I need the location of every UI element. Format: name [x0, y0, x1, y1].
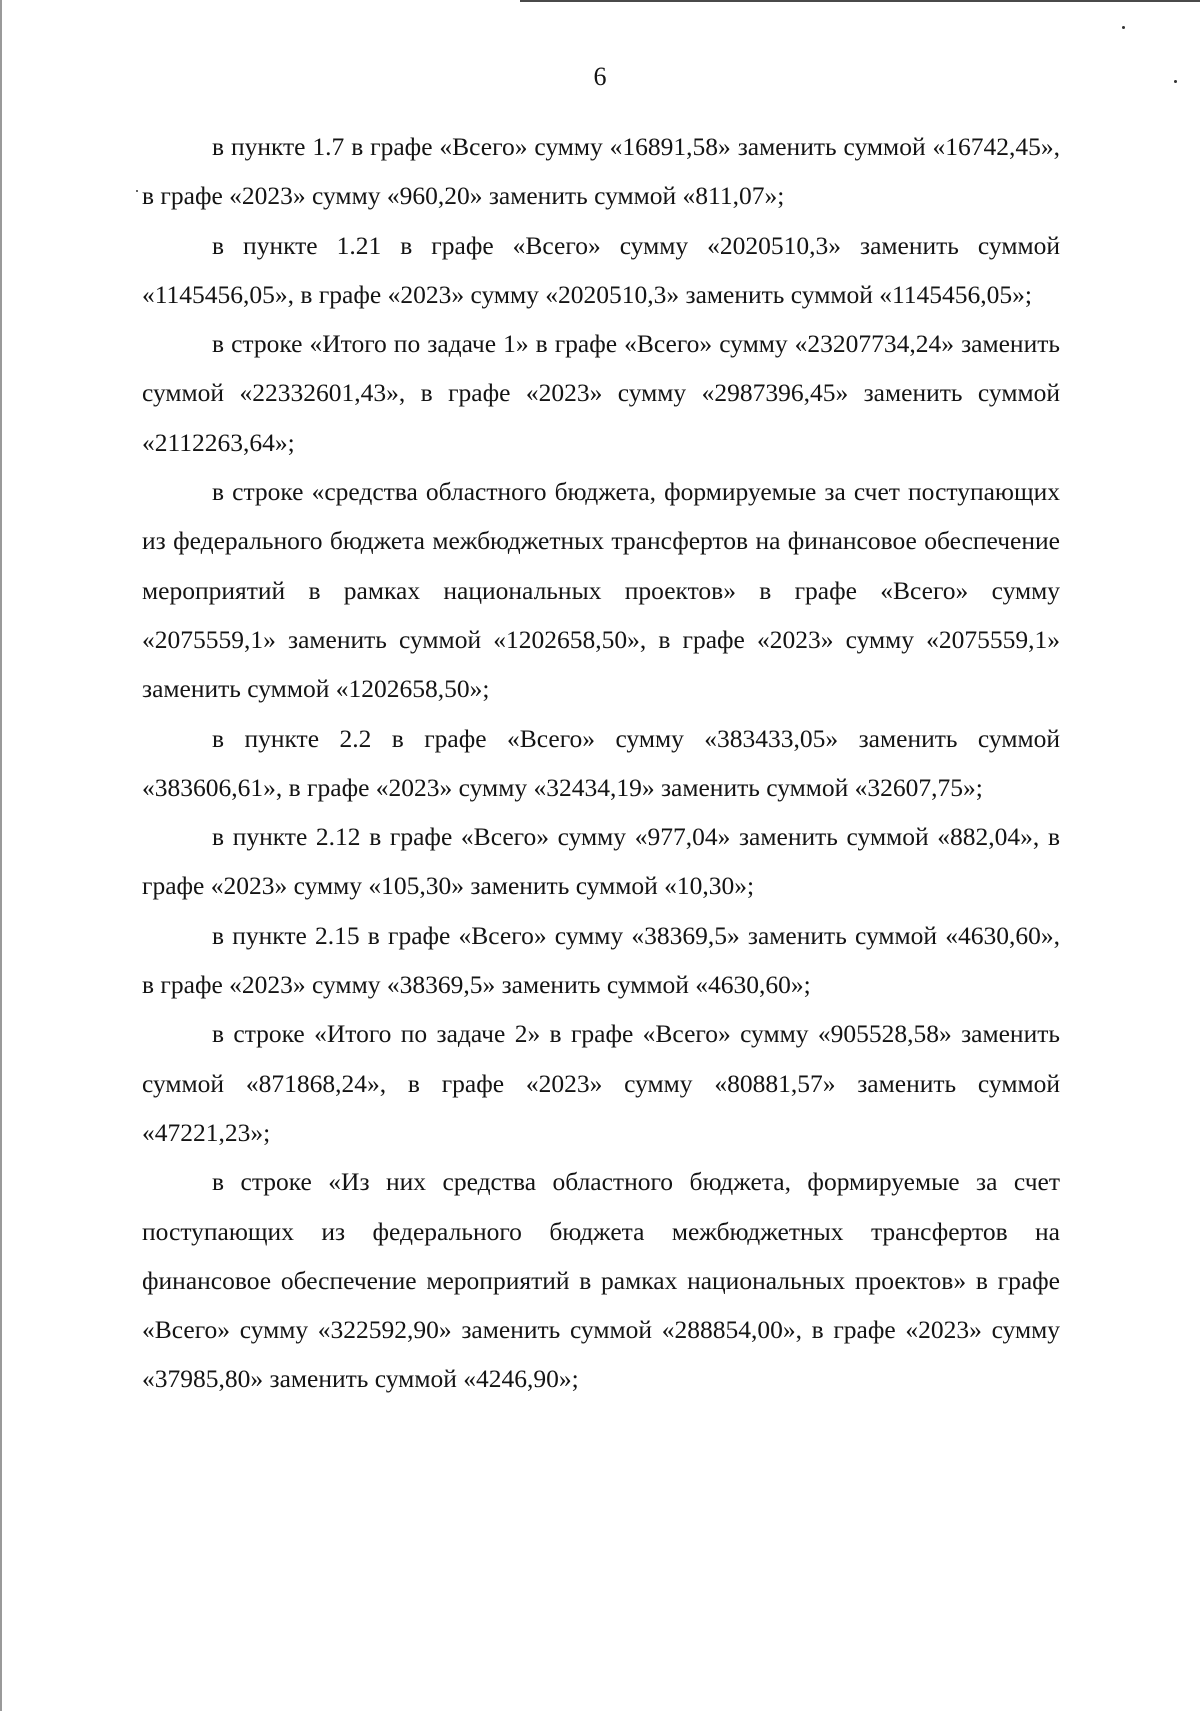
- paragraph: в строке «Итого по задаче 2» в графе «Всего» сумму «905528,58» заменить суммой «871868,24», в графе «2023» сумму «80881,57» заменить суммой «47221,23»;: [142, 1019, 1060, 1147]
- paragraph: в строке «Итого по задаче 1» в графе «Всего» сумму «23207734,24» заменить суммой «22332601,43», в графе «2023» сумму «2987396,45» заменить суммой «2112263,64»;: [142, 329, 1060, 457]
- paragraph: в пункте 2.2 в графе «Всего» сумму «383433,05» заменить суммой «383606,61», в графе «2023» сумму «32434,19» заменить суммой «32607,75»;: [142, 723, 1060, 802]
- paragraph: в пункте 2.15 в графе «Всего» сумму «38369,5» заменить суммой «4630,60», в графе «2023» сумму «38369,5» заменить суммой «4630,60»;: [142, 920, 1060, 1000]
- scan-left-edge: [0, 0, 2, 1711]
- paragraph: в строке «Из них средства областного бюджета, формируемые за счет поступающих из федерального бюджета межбюджетных трансфертов на финансовое обеспечение мероприятий в рамках национальных проектов» в графе «Всего» сумму «322592,90» заменить суммой «288854,00», в графе «2023» сумму «37985,80» заменить суммой «4246,90»;: [142, 1167, 1060, 1394]
- scan-speck: [1122, 26, 1125, 29]
- paragraph: в пункте 2.12 в графе «Всего» сумму «977,04» заменить суммой «882,04», в графе «2023» сумму «105,30» заменить суммой «10,30»;: [142, 822, 1060, 901]
- paragraph: в пункте 1.7 в графе «Всего» сумму «16891,58» заменить суммой «16742,45», в графе «2023» сумму «960,20» заменить суммой «811,07»;: [142, 132, 1060, 211]
- paragraph: в пункте 1.21 в графе «Всего» сумму «2020510,3» заменить суммой «1145456,05», в графе «2023» сумму «2020510,3» заменить суммой «1145456,05»;: [142, 230, 1060, 309]
- scan-top-edge: [520, 0, 1200, 2]
- page-number: 6: [593, 62, 607, 91]
- paragraph: в строке «средства областного бюджета, формируемые за счет поступающих из федерального бюджета межбюджетных трансфертов на финансовое обеспечение мероприятий в рамках национальных проектов» в графе «Всего» сумму «2075559,1» заменить суммой «1202658,50», в графе «2023» сумму «2075559,1» заменить суммой «1202658,50»;: [142, 477, 1060, 704]
- document-body: [142, 122, 1060, 1404]
- scan-speck: [136, 190, 138, 192]
